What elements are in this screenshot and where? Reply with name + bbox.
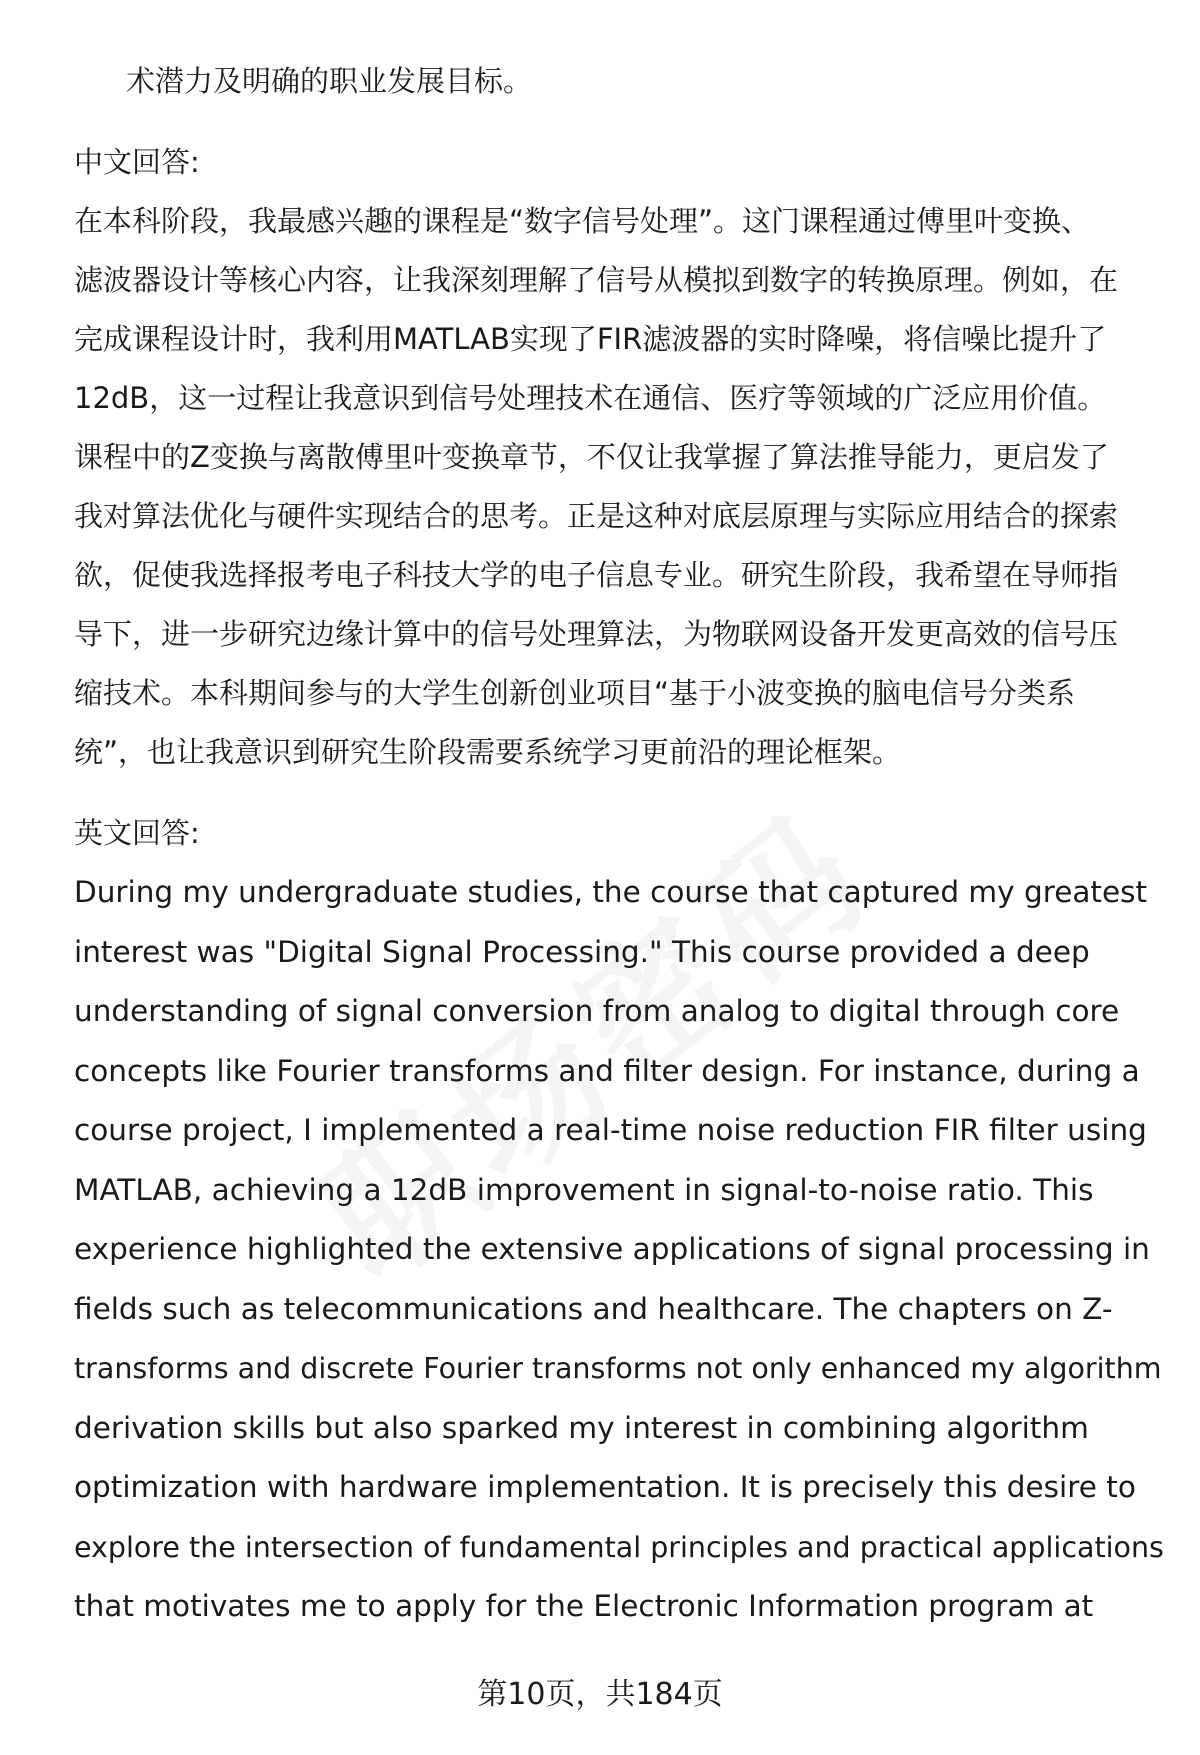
- chinese-answer-paragraph: [74, 192, 1164, 782]
- paragraph-line: understanding of signal conversion from analog to digital through core: [74, 994, 1120, 1028]
- paragraph-line: 在本科阶段，我最感兴趣的课程是“数字信号处理”。这门课程通过傅里叶变换、: [74, 204, 1091, 238]
- paragraph-line: 12dB，这一过程让我意识到信号处理技术在通信、医疗等领域的广泛应用价值。: [74, 381, 1107, 415]
- english-answer-label: 英文回答:: [74, 816, 200, 850]
- paragraph-line: optimization with hardware implementation. It is precisely this desire to: [74, 1470, 1136, 1504]
- paragraph-line: 滤波器设计等核心内容，让我深刻理解了信号从模拟到数字的转换原理。例如，在: [74, 263, 1119, 297]
- paragraph-line: MATLAB, achieving a 12dB improvement in signal-to-noise ratio. This: [74, 1172, 1094, 1207]
- paragraph-line: concepts like Fourier transforms and filter design. For instance, during a: [74, 1053, 1140, 1088]
- english-answer-paragraph: [74, 863, 1164, 1637]
- paragraph-line: 欲，促使我选择报考电子科技大学的电子信息专业。研究生阶段，我希望在导师指: [74, 558, 1119, 592]
- chinese-answer-label: 中文回答:: [74, 145, 200, 179]
- page-content: [74, 52, 1164, 1637]
- paragraph-line: 统”，也让我意识到研究生阶段需要系统学习更前沿的理论框架。: [74, 735, 902, 769]
- paragraph-line: that motivates me to apply for the Electronic Information program at: [74, 1589, 1094, 1623]
- paragraph-line: fields such as telecommunications and healthcare. The chapters on Z-: [74, 1291, 1113, 1326]
- paragraph-line: explore the intersection of fundamental principles and practical applications: [74, 1530, 1164, 1564]
- paragraph-line: 我对算法优化与硬件实现结合的思考。正是这种对底层原理与实际应用结合的探索: [74, 499, 1119, 533]
- paragraph-line: 缩技术。本科期间参与的大学生创新创业项目“基于小波变换的脑电信号分类系: [74, 676, 1076, 710]
- paragraph-line: During my undergraduate studies, the course that captured my greatest: [74, 875, 1148, 909]
- paragraph-line: derivation skills but also sparked my interest in combining algorithm: [74, 1410, 1089, 1445]
- page-number-footer: 第10页，共184页: [477, 1677, 723, 1712]
- paragraph-line: interest was "Digital Signal Processing." This course provided a deep: [74, 934, 1090, 969]
- paragraph-line: transforms and discrete Fourier transforms not only enhanced my algorithm: [74, 1352, 1162, 1385]
- paragraph-line: 导下，进一步研究边缘计算中的信号处理算法，为物联网设备开发更高效的信号压: [74, 617, 1119, 651]
- intro-tail-line: 术潜力及明确的职业发展目标。: [126, 64, 533, 98]
- paragraph-line: 完成课程设计时，我利用MATLAB实现了FIR滤波器的实时降噪，将信噪比提升了: [74, 322, 1107, 356]
- paragraph-line: 课程中的Z变换与离散傅里叶变换章节，不仅让我掌握了算法推导能力，更启发了: [74, 440, 1109, 474]
- paragraph-line: experience highlighted the extensive applications of signal processing in: [74, 1232, 1150, 1266]
- paragraph-line: course project, I implemented a real-time noise reduction FIR filter using: [74, 1113, 1147, 1147]
